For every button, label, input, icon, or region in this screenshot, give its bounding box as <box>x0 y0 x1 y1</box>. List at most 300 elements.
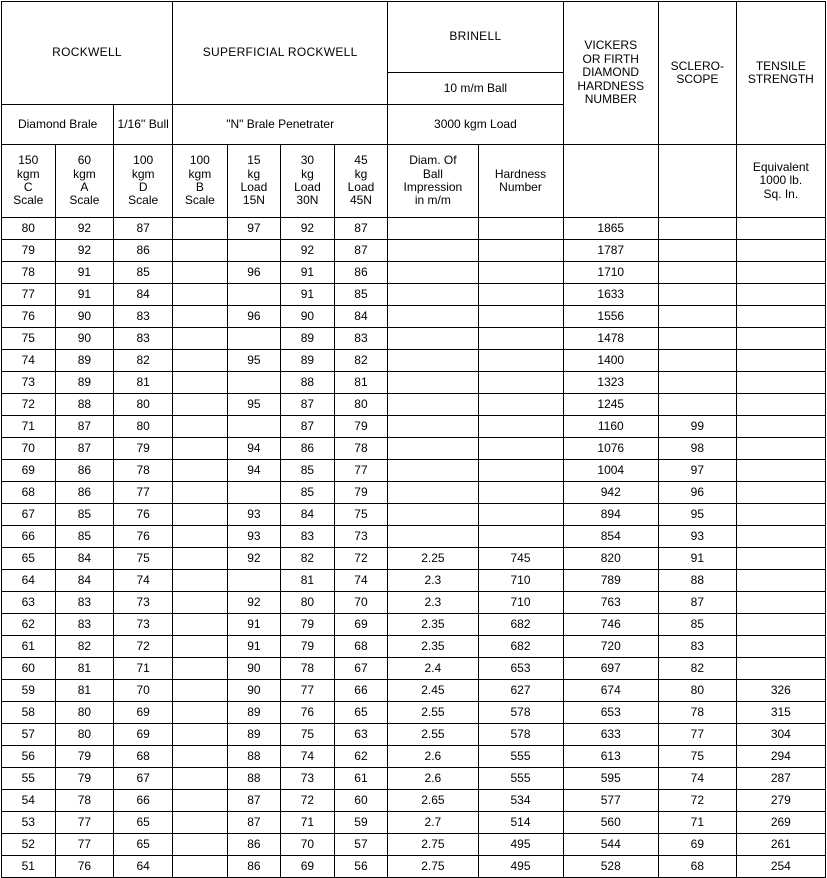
table-cell: 2.25 <box>388 548 478 570</box>
table-row <box>2 504 826 526</box>
table-row <box>2 350 826 372</box>
table-row <box>2 328 826 350</box>
colhead-45n-line1: 45 <box>354 153 368 168</box>
table-cell: 254 <box>736 856 825 878</box>
table-cell <box>388 482 478 504</box>
table-cell: 66 <box>334 680 388 702</box>
colhead-rockwell-b-line4: Scale <box>184 193 215 208</box>
table-cell <box>736 504 825 526</box>
table-row <box>2 614 826 636</box>
table-cell: 72 <box>2 394 56 416</box>
table-cell <box>173 658 228 680</box>
table-cell: 682 <box>478 636 563 658</box>
table-cell: 95 <box>227 350 281 372</box>
table-row <box>2 416 826 438</box>
table-row <box>2 636 826 658</box>
table-cell <box>173 570 228 592</box>
header-row-groups <box>2 2 826 73</box>
table-cell: 1076 <box>563 438 659 460</box>
table-cell <box>173 526 228 548</box>
table-cell: 613 <box>563 746 659 768</box>
colhead-rockwell-d-line3: D <box>138 180 148 194</box>
table-cell <box>173 306 228 328</box>
table-cell: 75 <box>281 724 335 746</box>
table-cell: 89 <box>281 350 335 372</box>
table-cell: 674 <box>563 680 659 702</box>
table-row <box>2 570 826 592</box>
table-cell: 75 <box>2 328 56 350</box>
table-cell: 2.3 <box>388 592 478 614</box>
table-cell: 763 <box>563 592 659 614</box>
table-cell: 87 <box>334 218 388 240</box>
table-row <box>2 306 826 328</box>
subhead-brinell-ball: 10 m/m Ball <box>388 72 563 104</box>
table-cell <box>173 372 228 394</box>
table-cell: 746 <box>563 614 659 636</box>
colhead-15n-line1: 15 <box>247 153 261 168</box>
table-cell <box>659 218 737 240</box>
table-cell: 87 <box>227 812 281 834</box>
table-header <box>2 2 826 218</box>
table-cell: 53 <box>2 812 56 834</box>
table-cell: 89 <box>281 328 335 350</box>
table-row <box>2 680 826 702</box>
table-cell: 89 <box>227 724 281 746</box>
table-cell: 578 <box>478 724 563 746</box>
table-cell <box>388 416 478 438</box>
table-cell: 73 <box>114 592 173 614</box>
subhead-bull-1-16 <box>114 105 173 145</box>
table-row <box>2 394 826 416</box>
table-cell: 495 <box>478 834 563 856</box>
table-cell: 544 <box>563 834 659 856</box>
table-cell: 495 <box>478 856 563 878</box>
colhead-rockwell-b <box>173 145 228 218</box>
table-cell <box>478 526 563 548</box>
table-cell: 92 <box>281 240 335 262</box>
table-cell: 92 <box>55 240 114 262</box>
table-cell <box>173 636 228 658</box>
table-cell: 2.55 <box>388 724 478 746</box>
table-cell: 54 <box>2 790 56 812</box>
colhead-15n-line3: Load <box>240 180 268 194</box>
table-cell: 77 <box>2 284 56 306</box>
table-cell: 2.45 <box>388 680 478 702</box>
table-cell: 82 <box>114 350 173 372</box>
table-cell: 92 <box>281 218 335 240</box>
colhead-hardness-line2: Number <box>499 180 542 194</box>
colhead-45n <box>334 145 388 218</box>
table-cell: 720 <box>563 636 659 658</box>
table-cell <box>173 438 228 460</box>
table-cell: 73 <box>334 526 388 548</box>
table-cell: 745 <box>478 548 563 570</box>
table-cell <box>659 306 737 328</box>
table-cell: 555 <box>478 768 563 790</box>
table-cell <box>736 240 825 262</box>
table-cell <box>388 262 478 284</box>
table-cell <box>173 548 228 570</box>
table-cell <box>736 592 825 614</box>
table-cell: 76 <box>114 526 173 548</box>
colhead-rockwell-c-line4: Scale <box>13 193 44 208</box>
table-cell: 69 <box>281 856 335 878</box>
table-cell: 63 <box>334 724 388 746</box>
colhead-rockwell-c <box>2 145 56 218</box>
table-cell: 89 <box>55 350 114 372</box>
table-cell: 2.7 <box>388 812 478 834</box>
table-cell: 279 <box>736 790 825 812</box>
table-cell: 75 <box>114 548 173 570</box>
table-cell: 2.35 <box>388 614 478 636</box>
colhead-30n-line2: kg <box>301 166 314 181</box>
colhead-rockwell-c-line1: 150 <box>18 153 39 168</box>
vickers-line-3: DIAMOND <box>582 65 640 80</box>
colhead-rockwell-d-line1: 100 <box>133 153 154 168</box>
table-cell: 85 <box>55 504 114 526</box>
table-cell <box>659 350 737 372</box>
table-cell <box>736 350 825 372</box>
colhead-scleroscope-blank <box>659 145 737 218</box>
table-cell: 81 <box>334 372 388 394</box>
table-cell: 1004 <box>563 460 659 482</box>
colhead-rockwell-b-line1: 100 <box>189 153 210 168</box>
table-cell: 78 <box>2 262 56 284</box>
table-cell: 294 <box>736 746 825 768</box>
table-cell: 2.6 <box>388 768 478 790</box>
table-cell: 84 <box>281 504 335 526</box>
table-cell: 77 <box>334 460 388 482</box>
table-cell <box>736 438 825 460</box>
table-cell: 86 <box>114 240 173 262</box>
table-cell: 633 <box>563 724 659 746</box>
table-cell: 76 <box>114 504 173 526</box>
table-cell <box>173 218 228 240</box>
table-row <box>2 284 826 306</box>
table-cell <box>388 350 478 372</box>
group-superficial-rockwell <box>173 2 388 105</box>
table-cell <box>388 526 478 548</box>
table-cell <box>736 394 825 416</box>
table-row <box>2 262 826 284</box>
table-cell: 75 <box>334 504 388 526</box>
table-cell: 81 <box>281 570 335 592</box>
group-superficial-rockwell-line1: SUPERFICIAL ROCKWELL <box>202 45 358 60</box>
table-cell <box>736 636 825 658</box>
table-cell: 80 <box>114 416 173 438</box>
table-cell <box>173 460 228 482</box>
table-row <box>2 460 826 482</box>
table-cell <box>659 394 737 416</box>
table-cell <box>736 328 825 350</box>
group-vickers <box>563 2 659 145</box>
colhead-rockwell-a <box>55 145 114 218</box>
table-cell: 71 <box>2 416 56 438</box>
table-row <box>2 438 826 460</box>
table-cell: 79 <box>55 746 114 768</box>
table-cell <box>173 416 228 438</box>
table-cell <box>478 240 563 262</box>
table-cell <box>173 592 228 614</box>
table-cell: 65 <box>334 702 388 724</box>
table-cell: 62 <box>2 614 56 636</box>
table-cell: 87 <box>114 218 173 240</box>
table-cell: 75 <box>659 746 737 768</box>
table-cell: 80 <box>659 680 737 702</box>
table-cell: 83 <box>55 614 114 636</box>
table-cell: 99 <box>659 416 737 438</box>
table-cell: 87 <box>55 438 114 460</box>
table-row <box>2 218 826 240</box>
vickers-line-5: NUMBER <box>584 92 637 107</box>
table-cell <box>173 240 228 262</box>
colhead-diam-line4: in m/m <box>414 193 451 208</box>
table-cell: 84 <box>55 570 114 592</box>
table-cell: 534 <box>478 790 563 812</box>
table-cell <box>478 372 563 394</box>
table-cell: 78 <box>55 790 114 812</box>
table-cell: 90 <box>281 306 335 328</box>
table-cell: 84 <box>334 306 388 328</box>
table-cell: 528 <box>563 856 659 878</box>
table-cell: 85 <box>55 526 114 548</box>
table-cell <box>659 262 737 284</box>
table-cell: 2.75 <box>388 856 478 878</box>
table-cell: 82 <box>659 658 737 680</box>
table-cell: 555 <box>478 746 563 768</box>
table-cell: 64 <box>114 856 173 878</box>
table-cell <box>478 262 563 284</box>
table-cell <box>173 834 228 856</box>
table-cell: 269 <box>736 812 825 834</box>
table-cell <box>736 218 825 240</box>
table-cell: 91 <box>227 614 281 636</box>
table-cell: 942 <box>563 482 659 504</box>
colhead-tensile-line1: Equivalent <box>752 159 809 174</box>
table-cell: 71 <box>659 812 737 834</box>
scleroscope-line-1: SCLERO- <box>670 58 725 73</box>
colhead-rockwell-b-line2: kgm <box>188 166 212 181</box>
table-cell: 1478 <box>563 328 659 350</box>
table-cell: 82 <box>281 548 335 570</box>
table-cell <box>173 350 228 372</box>
table-cell: 2.4 <box>388 658 478 680</box>
table-cell <box>478 460 563 482</box>
table-cell: 682 <box>478 614 563 636</box>
table-row <box>2 658 826 680</box>
table-cell: 66 <box>2 526 56 548</box>
table-cell: 79 <box>281 614 335 636</box>
colhead-15n <box>227 145 281 218</box>
table-cell: 87 <box>281 394 335 416</box>
table-cell: 79 <box>2 240 56 262</box>
table-cell: 83 <box>334 328 388 350</box>
table-cell: 1556 <box>563 306 659 328</box>
table-cell: 560 <box>563 812 659 834</box>
table-cell: 76 <box>281 702 335 724</box>
table-cell: 81 <box>55 680 114 702</box>
table-cell <box>227 570 281 592</box>
table-row <box>2 724 826 746</box>
table-cell: 70 <box>114 680 173 702</box>
table-cell: 80 <box>55 702 114 724</box>
table-cell <box>736 262 825 284</box>
table-cell <box>659 372 737 394</box>
table-cell: 98 <box>659 438 737 460</box>
table-cell <box>736 526 825 548</box>
table-cell <box>478 350 563 372</box>
table-cell <box>478 504 563 526</box>
table-row <box>2 768 826 790</box>
table-cell: 71 <box>114 658 173 680</box>
colhead-30n-line3: Load <box>294 180 321 194</box>
table-cell: 66 <box>114 790 173 812</box>
table-cell: 65 <box>2 548 56 570</box>
table-row <box>2 592 826 614</box>
table-cell: 72 <box>334 548 388 570</box>
table-row <box>2 812 826 834</box>
table-cell: 1245 <box>563 394 659 416</box>
subhead-n-brale-penetrater: "N" Brale Penetrater <box>173 105 388 145</box>
subhead-brinell-load: 3000 kgm Load <box>388 105 563 145</box>
table-cell <box>478 416 563 438</box>
table-row <box>2 746 826 768</box>
table-cell: 304 <box>736 724 825 746</box>
table-cell: 56 <box>2 746 56 768</box>
colhead-30n-line4: 30N <box>296 193 319 208</box>
table-cell <box>173 768 228 790</box>
table-cell: 81 <box>114 372 173 394</box>
table-cell: 70 <box>281 834 335 856</box>
table-cell: 83 <box>281 526 335 548</box>
table-cell: 67 <box>334 658 388 680</box>
group-brinell: BRINELL <box>388 2 563 73</box>
table-cell <box>659 284 737 306</box>
colhead-45n-line2: kg <box>354 166 368 181</box>
table-cell: 67 <box>114 768 173 790</box>
table-cell: 96 <box>227 262 281 284</box>
table-cell <box>388 394 478 416</box>
table-cell: 68 <box>334 636 388 658</box>
table-cell: 86 <box>281 438 335 460</box>
table-cell: 65 <box>114 834 173 856</box>
colhead-hardness-line1: Hardness <box>494 166 547 181</box>
table-cell: 94 <box>227 438 281 460</box>
table-cell: 59 <box>334 812 388 834</box>
table-cell: 64 <box>2 570 56 592</box>
table-cell: 90 <box>227 658 281 680</box>
colhead-rockwell-b-line3: B <box>195 180 204 194</box>
table-cell <box>478 218 563 240</box>
table-cell: 85 <box>334 284 388 306</box>
table-cell: 77 <box>114 482 173 504</box>
table-cell: 97 <box>659 460 737 482</box>
colhead-rockwell-a-line3: A <box>80 180 89 194</box>
table-cell: 69 <box>2 460 56 482</box>
table-cell: 76 <box>2 306 56 328</box>
table-cell: 88 <box>55 394 114 416</box>
table-cell: 69 <box>114 702 173 724</box>
table-row <box>2 548 826 570</box>
group-tensile-strength <box>736 2 825 145</box>
table-cell <box>736 570 825 592</box>
table-cell: 710 <box>478 592 563 614</box>
table-cell <box>173 680 228 702</box>
table-cell: 93 <box>659 526 737 548</box>
vickers-line-1: VICKERS <box>584 38 638 53</box>
table-cell: 653 <box>563 702 659 724</box>
table-cell: 63 <box>2 592 56 614</box>
table-cell: 315 <box>736 702 825 724</box>
group-scleroscope <box>659 2 737 145</box>
table-row <box>2 702 826 724</box>
table-cell <box>173 614 228 636</box>
table-cell: 61 <box>334 768 388 790</box>
table-cell: 697 <box>563 658 659 680</box>
table-cell <box>478 482 563 504</box>
table-row <box>2 240 826 262</box>
table-cell <box>173 724 228 746</box>
scleroscope-line-2: SCOPE <box>676 72 719 86</box>
table-cell <box>173 328 228 350</box>
table-cell: 91 <box>55 262 114 284</box>
colhead-rockwell-d-line2: kgm <box>131 166 155 181</box>
table-cell: 78 <box>659 702 737 724</box>
table-cell <box>388 218 478 240</box>
table-cell: 74 <box>114 570 173 592</box>
table-cell <box>736 372 825 394</box>
table-cell: 90 <box>55 328 114 350</box>
table-cell: 69 <box>114 724 173 746</box>
table-cell: 60 <box>334 790 388 812</box>
table-cell: 86 <box>55 482 114 504</box>
table-cell: 62 <box>334 746 388 768</box>
table-cell: 57 <box>2 724 56 746</box>
table-cell: 79 <box>114 438 173 460</box>
table-cell: 93 <box>227 526 281 548</box>
table-cell <box>227 328 281 350</box>
table-cell: 85 <box>114 262 173 284</box>
table-row <box>2 372 826 394</box>
table-cell <box>388 328 478 350</box>
table-cell <box>173 812 228 834</box>
table-cell: 67 <box>2 504 56 526</box>
table-cell: 52 <box>2 834 56 856</box>
colhead-rockwell-d-line4: Scale <box>128 193 159 208</box>
table-cell: 1323 <box>563 372 659 394</box>
table-cell: 92 <box>227 592 281 614</box>
table-cell: 83 <box>659 636 737 658</box>
table-cell: 51 <box>2 856 56 878</box>
table-row <box>2 526 826 548</box>
colhead-rockwell-c-line3: C <box>23 180 33 194</box>
table-cell <box>388 372 478 394</box>
table-cell: 1633 <box>563 284 659 306</box>
colhead-diam-line2: Ball <box>422 166 443 181</box>
colhead-rockwell-a-line1: 60 <box>77 153 92 168</box>
subhead-diamond-brale: Diamond Brale <box>2 105 114 145</box>
colhead-diam-line1: Diam. Of <box>409 153 457 168</box>
table-row <box>2 482 826 504</box>
table-cell <box>173 284 228 306</box>
table-cell <box>173 702 228 724</box>
table-cell <box>736 614 825 636</box>
table-cell: 90 <box>227 680 281 702</box>
table-cell: 1400 <box>563 350 659 372</box>
vickers-line-4: HARDNESS <box>577 78 645 93</box>
table-cell: 91 <box>659 548 737 570</box>
table-cell: 79 <box>281 636 335 658</box>
